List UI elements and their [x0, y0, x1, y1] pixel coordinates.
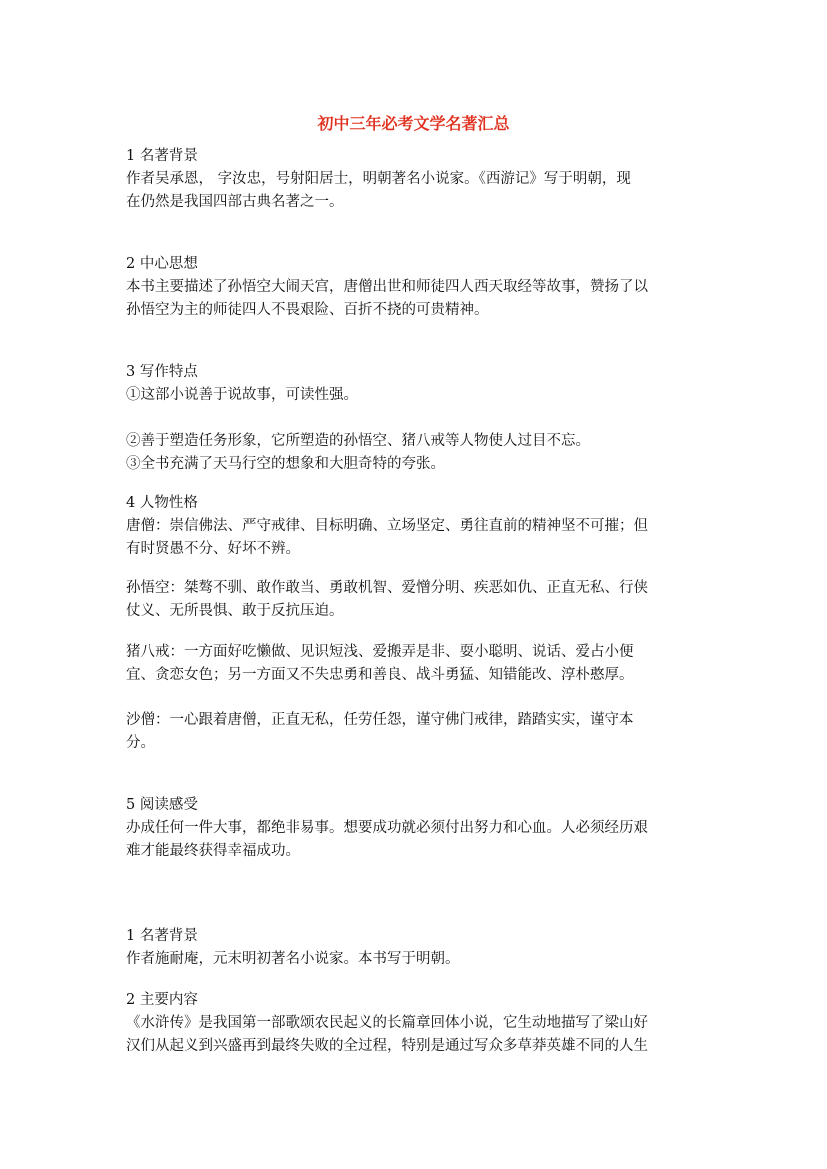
paragraph-line: 唐僧：崇信佛法、严守戒律、目标明确、立场坚定、勇往直前的精神坚不可摧；但	[126, 518, 648, 534]
paragraph-line: 有时贤愚不分、好坏不辨。	[126, 541, 300, 557]
section-heading: 2 中心思想	[126, 256, 198, 272]
paragraph-line: 宜、贪恋女色；另一方面又不失忠勇和善良、战斗勇猛、知错能改、淳朴憨厚。	[126, 667, 634, 683]
section-heading: 2 主要内容	[126, 992, 198, 1008]
section-heading: 4 人物性格	[126, 495, 198, 511]
paragraph-line: 在仍然是我国四部古典名著之一。	[126, 194, 344, 210]
paragraph-line: ③全书充满了天马行空的想象和大胆奇特的夸张。	[126, 456, 445, 472]
paragraph-line: 猪八戒：一方面好吃懒做、见识短浅、爱搬弄是非、耍小聪明、说话、爱占小便	[126, 644, 634, 660]
paragraph-line: 分。	[126, 735, 155, 751]
paragraph-line: ①这部小说善于说故事，可读性强。	[126, 387, 358, 403]
paragraph-line: ②善于塑造任务形象，它所塑造的孙悟空、猪八戒等人物使人过目不忘。	[126, 433, 590, 449]
paragraph-line: 难才能最终获得幸福成功。	[126, 843, 300, 859]
paragraph-line: 办成任何一件大事，都绝非易事。想要成功就必须付出努力和心血。人必须经历艰	[126, 820, 648, 836]
paragraph-line: 作者施耐庵，元末明初著名小说家。本书写于明朝。	[126, 951, 460, 967]
paragraph-line: 汉们从起义到兴盛再到最终失败的全过程，特别是通过写众多草莽英雄不同的人生	[126, 1038, 648, 1054]
paragraph-line: 孙悟空：桀骜不驯、敢作敢当、勇敢机智、爱憎分明、疾恶如仇、正直无私、行侠	[126, 580, 648, 596]
paragraph-line: 作者吴承恩， 字汝忠，号射阳居士，明朝著名小说家。《西游记》写于明朝，现	[126, 171, 631, 187]
paragraph-line: 本书主要描述了孙悟空大闹天宫，唐僧出世和师徒四人西天取经等故事，赞扬了以	[126, 279, 648, 295]
document-title: 初中三年必考文学名著汇总	[317, 114, 510, 133]
section-heading: 1 名著背景	[126, 148, 198, 164]
paragraph-line: 孙悟空为主的师徒四人不畏艰险、百折不挠的可贵精神。	[126, 302, 489, 318]
paragraph-line: 《水浒传》是我国第一部歌颂农民起义的长篇章回体小说，它生动地描写了梁山好	[126, 1015, 648, 1031]
paragraph-line: 沙僧：一心跟着唐僧，正直无私，任劳任怨，谨守佛门戒律，踏踏实实，谨守本	[126, 712, 634, 728]
section-heading: 5 阅读感受	[126, 797, 198, 813]
paragraph-line: 仗义、无所畏惧、敢于反抗压迫。	[126, 603, 344, 619]
section-heading: 1 名著背景	[126, 928, 198, 944]
section-heading: 3 写作特点	[126, 364, 198, 380]
